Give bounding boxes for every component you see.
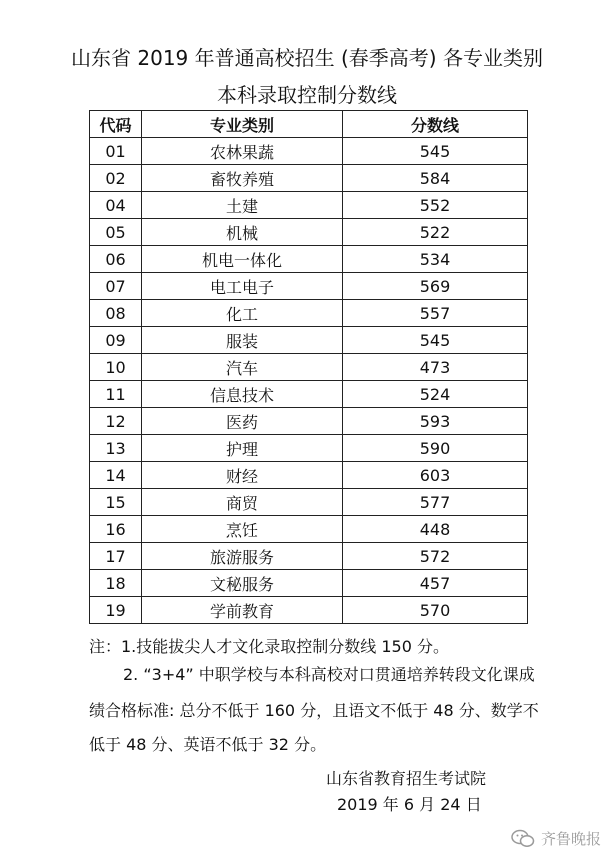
cell-code: 17 [90,543,142,570]
header-category: 专业类别 [142,111,343,138]
table-row [90,273,528,300]
cell-score: 603 [343,462,528,489]
table-row [90,138,528,165]
watermark [511,828,601,849]
cell-category: 护理 [142,435,343,462]
header-code: 代码 [90,111,142,138]
cell-code: 01 [90,138,142,165]
table-row [90,354,528,381]
table-row [90,462,528,489]
cell-category: 财经 [142,462,343,489]
table-row [90,543,528,570]
cell-category: 烹饪 [142,516,343,543]
table-row [90,246,528,273]
cell-category: 机械 [142,219,343,246]
cell-score: 473 [343,354,528,381]
document-title-line1: 山东省 2019 年普通高校招生 (春季高考) 各专业类别 [71,46,543,70]
header-score: 分数线 [343,111,528,138]
cell-category: 医药 [142,408,343,435]
cell-category: 文秘服务 [142,570,343,597]
cell-code: 05 [90,219,142,246]
cell-score: 557 [343,300,528,327]
cell-code: 15 [90,489,142,516]
cell-score: 524 [343,381,528,408]
table-row [90,300,528,327]
cell-score: 448 [343,516,528,543]
cell-category: 学前教育 [142,597,343,624]
cell-category: 信息技术 [142,381,343,408]
note-line-2: 2. “3+4” 中职学校与本科高校对口贯通培养转段文化课成 [123,665,535,684]
cell-score: 569 [343,273,528,300]
document-title-line2: 本科录取控制分数线 [217,83,397,107]
cell-score: 457 [343,570,528,597]
cell-code: 18 [90,570,142,597]
cell-category: 农林果蔬 [142,138,343,165]
table-row [90,570,528,597]
table-row [90,489,528,516]
cell-score: 534 [343,246,528,273]
table-body [90,138,528,624]
cell-category: 电工电子 [142,273,343,300]
cell-code: 19 [90,597,142,624]
cell-code: 11 [90,381,142,408]
wechat-logo-icon [511,829,535,849]
cell-code: 02 [90,165,142,192]
cell-code: 04 [90,192,142,219]
cell-score: 577 [343,489,528,516]
cell-score: 572 [343,543,528,570]
cell-score: 590 [343,435,528,462]
table-row [90,327,528,354]
cell-score: 584 [343,165,528,192]
cell-code: 13 [90,435,142,462]
cell-score: 593 [343,408,528,435]
cell-score: 552 [343,192,528,219]
table-row [90,435,528,462]
table-row [90,192,528,219]
cell-category: 汽车 [142,354,343,381]
cell-code: 10 [90,354,142,381]
cell-category: 服装 [142,327,343,354]
cell-code: 14 [90,462,142,489]
cell-code: 06 [90,246,142,273]
table-row [90,219,528,246]
cell-category: 机电一体化 [142,246,343,273]
table-row [90,597,528,624]
cell-code: 08 [90,300,142,327]
issuer-name: 山东省教育招生考试院 [326,769,487,788]
table-row [90,516,528,543]
cell-code: 09 [90,327,142,354]
table-row [90,165,528,192]
note-line-1: 注：1.技能拔尖人才文化录取控制分数线 150 分。 [89,637,449,656]
note-line-4: 低于 48 分、英语不低于 32 分。 [89,735,327,754]
note-line-3: 绩合格标准: 总分不低于 160 分，且语文不低于 48 分、数学不 [89,701,539,720]
cell-category: 商贸 [142,489,343,516]
cell-code: 12 [90,408,142,435]
cell-code: 07 [90,273,142,300]
issue-date: 2019 年 6 月 24 日 [337,795,482,814]
cell-category: 化工 [142,300,343,327]
table-header-row [90,111,528,138]
watermark-text: 齐鲁晚报 [541,830,602,848]
cell-score: 545 [343,138,528,165]
cell-score: 522 [343,219,528,246]
cell-code: 16 [90,516,142,543]
cell-category: 旅游服务 [142,543,343,570]
table-row [90,408,528,435]
cell-category: 土建 [142,192,343,219]
cell-score: 570 [343,597,528,624]
cell-category: 畜牧养殖 [142,165,343,192]
cell-score: 545 [343,327,528,354]
table-row [90,381,528,408]
score-table [89,110,528,624]
